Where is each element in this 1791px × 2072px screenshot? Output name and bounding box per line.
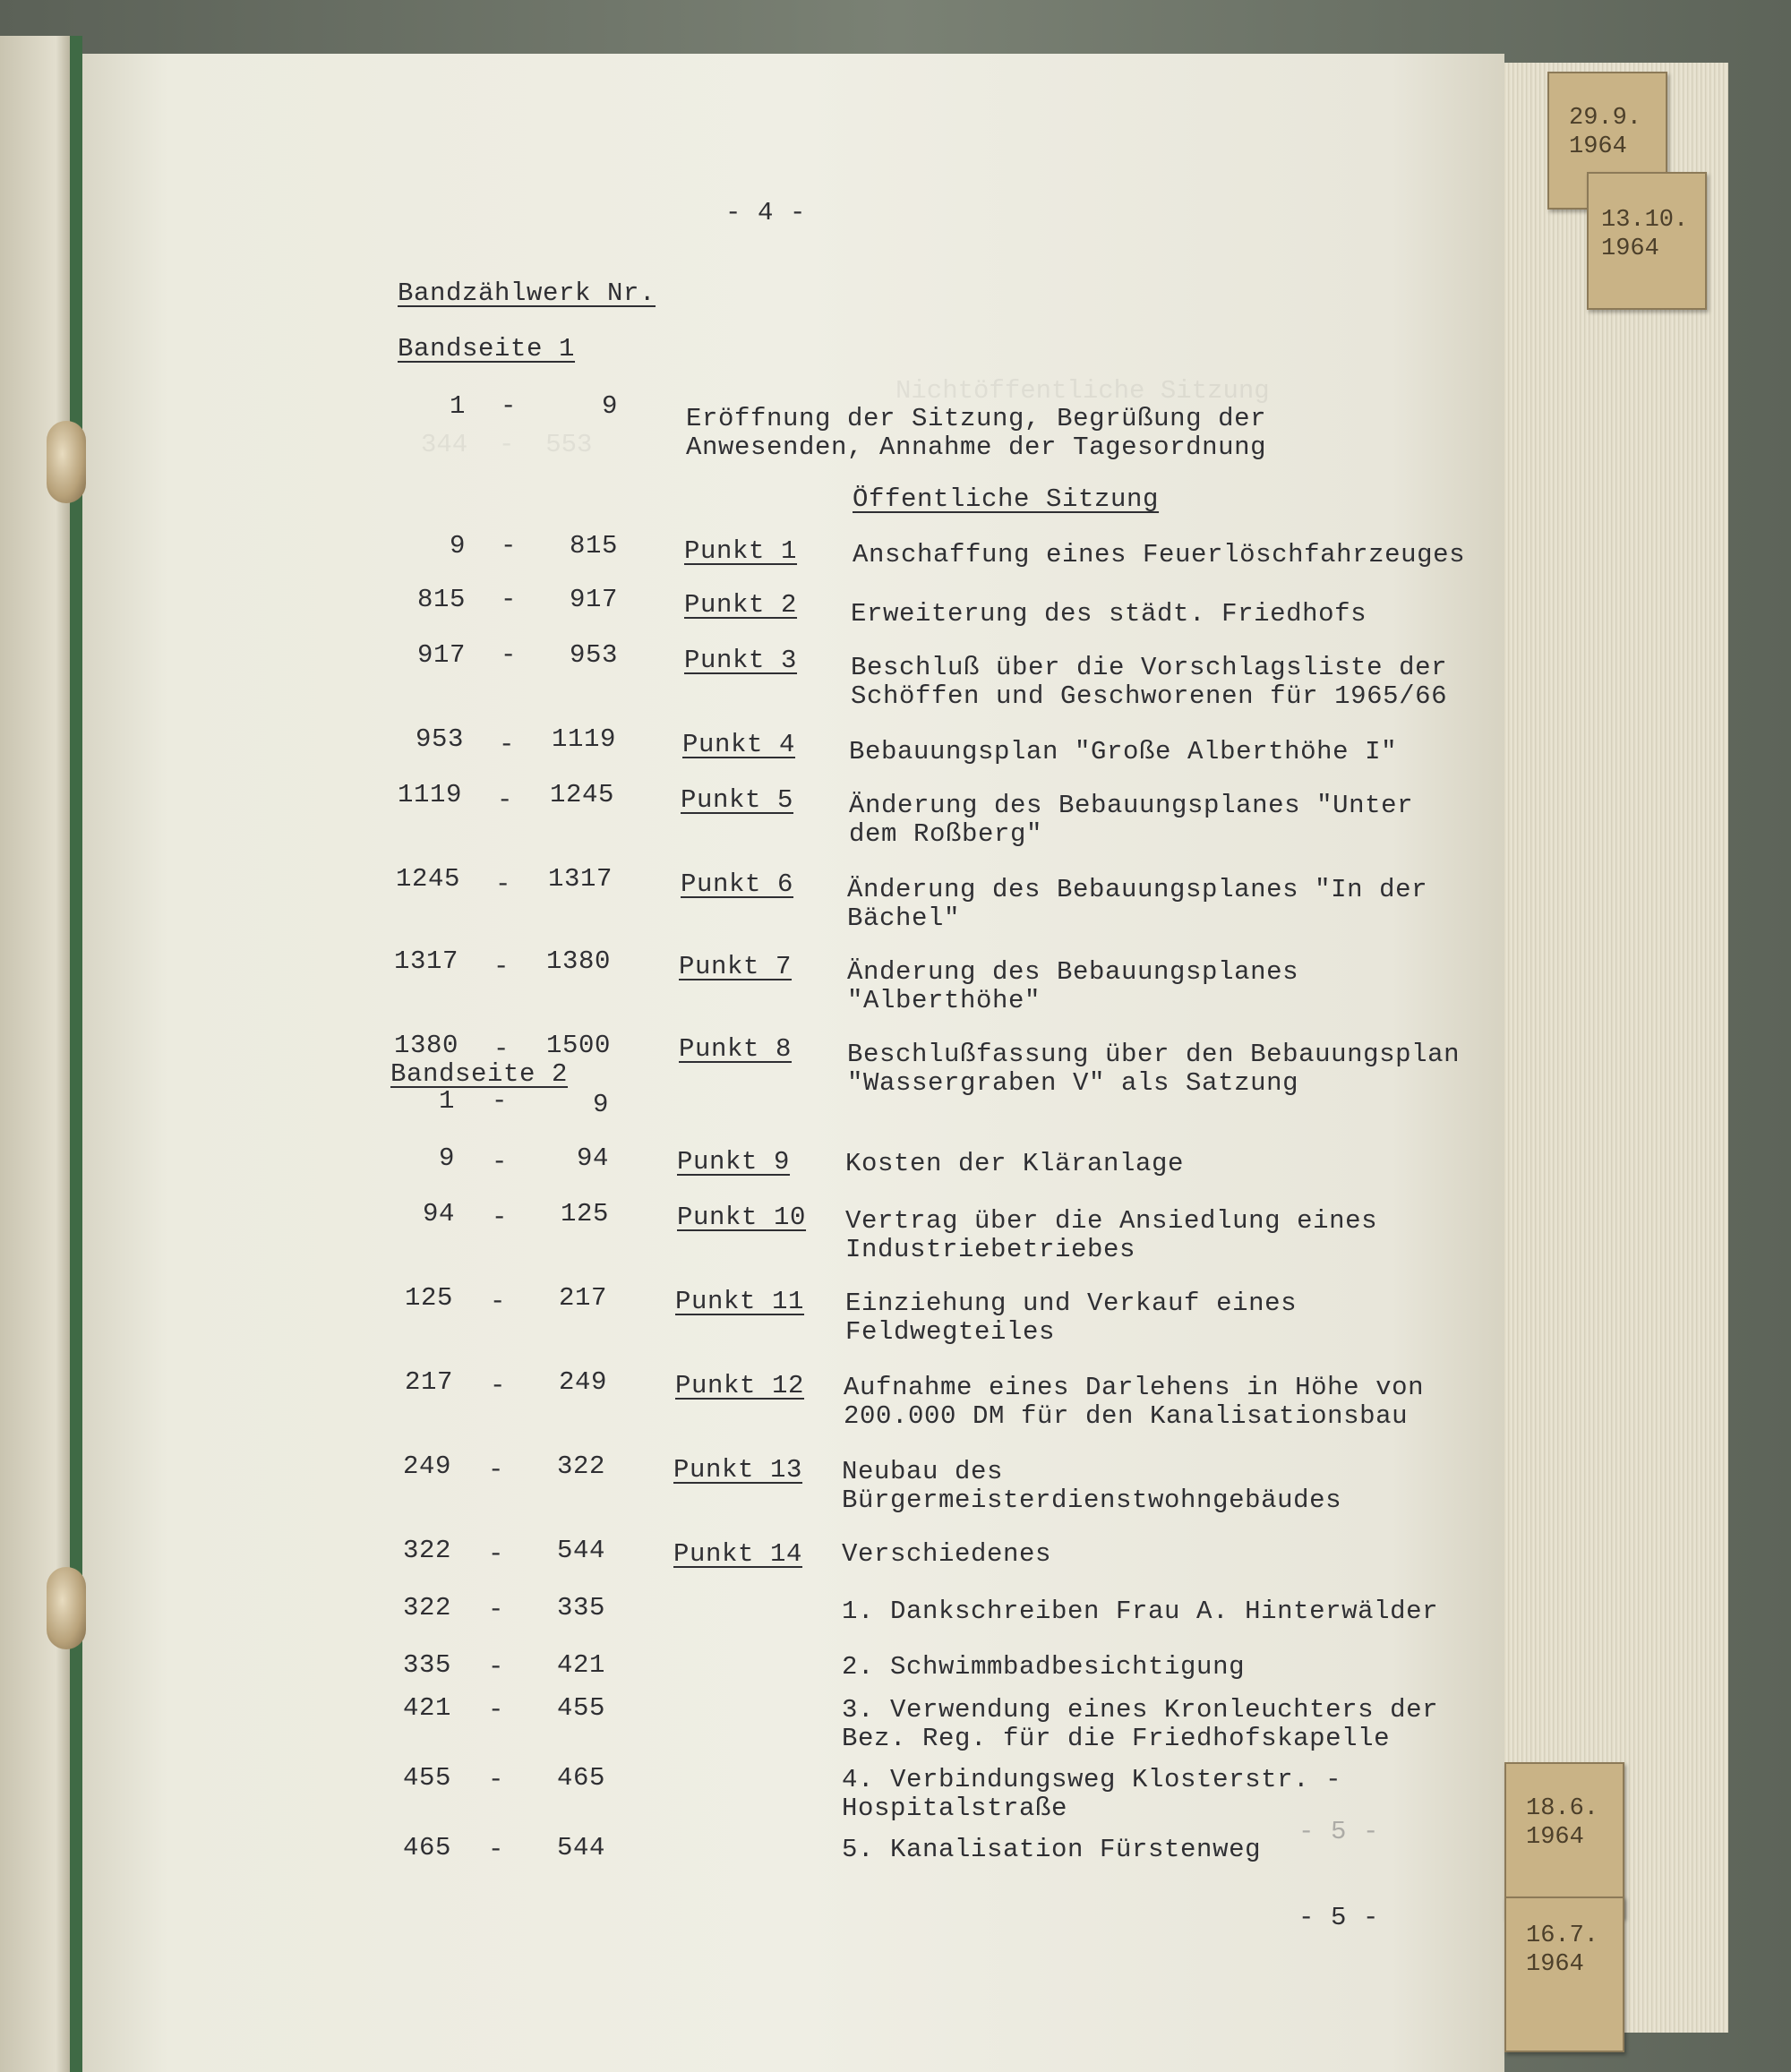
counter-dash: - xyxy=(496,785,513,815)
item-description: Erweiterung des städt. Friedhofs xyxy=(851,599,1367,629)
counter-dash: - xyxy=(498,730,515,759)
counter-to: 335 xyxy=(556,1593,605,1622)
counter-to: 94 xyxy=(576,1143,609,1173)
counter-to: 465 xyxy=(556,1763,605,1793)
counter-to: 1317 xyxy=(547,864,613,894)
item-description: Aufnahme eines Darlehens in Höhe von 200.000 DM für den Kanalisationsbau xyxy=(844,1373,1425,1431)
counter-from: 815 xyxy=(416,585,466,614)
item-description: Beschlußfassung über den Bebauungsplan "Wassergraben V" als Satzung xyxy=(847,1040,1461,1098)
agenda-item-label: Punkt 11 xyxy=(675,1287,805,1316)
counter-to: 1500 xyxy=(545,1031,611,1060)
page-number-bottom: - 5 - xyxy=(1298,1903,1380,1932)
counter-to: 544 xyxy=(556,1536,605,1565)
item-description: Bebauungsplan "Große Alberthöhe I" xyxy=(849,737,1398,766)
counter-to: 1119 xyxy=(551,724,616,754)
counter-dash: - xyxy=(487,1695,504,1725)
counter-dash: - xyxy=(491,1147,508,1177)
counter-to: 953 xyxy=(569,640,618,670)
item-description: Kosten der Kläranlage xyxy=(845,1149,1185,1178)
counter-dash: - xyxy=(500,640,517,670)
agenda-item-label: Punkt 4 xyxy=(682,730,796,759)
agenda-item-label: Punkt 5 xyxy=(681,785,794,815)
agenda-item-label: Punkt 14 xyxy=(673,1539,803,1569)
item-description: 4. Verbindungsweg Klosterstr. - Hospitalstraße xyxy=(842,1765,1342,1823)
counter-from: 322 xyxy=(402,1593,451,1622)
counter-to: 1380 xyxy=(545,946,611,976)
binder-ring-bottom xyxy=(47,1567,86,1649)
date-tab-4[interactable] xyxy=(1504,1896,1624,2052)
date-tab-2-label: 13.10. 1964 xyxy=(1601,207,1689,262)
counter-dash: - xyxy=(491,1203,508,1232)
counter-dash: - xyxy=(489,1287,506,1316)
binder-spine xyxy=(70,36,82,2072)
agenda-item-label: Punkt 13 xyxy=(673,1455,803,1485)
counter-to: 125 xyxy=(560,1199,609,1229)
counter-dash: - xyxy=(493,1034,510,1064)
counter-from: 94 xyxy=(422,1199,455,1229)
agenda-item-label: Punkt 12 xyxy=(675,1371,805,1400)
counter-dash: - xyxy=(487,1455,504,1485)
counter-from: 917 xyxy=(416,640,466,670)
counter-from: 9 xyxy=(449,531,466,561)
date-tab-3-label: 18.6. 1964 xyxy=(1526,1795,1599,1851)
counter-from: 249 xyxy=(402,1451,451,1481)
counter-from: 953 xyxy=(415,724,464,754)
counter-to: 9 xyxy=(601,391,618,421)
counter-dash: - xyxy=(487,1652,504,1682)
binder-ring-top xyxy=(47,421,86,503)
public-session-heading: Öffentliche Sitzung xyxy=(853,484,1160,514)
counter-dash: - xyxy=(487,1595,504,1624)
date-tab-1-label: 29.9. 1964 xyxy=(1569,105,1642,160)
date-tab-2[interactable] xyxy=(1587,172,1707,310)
item-description: 2. Schwimmbadbesichtigung xyxy=(842,1652,1246,1682)
counter-dash: - xyxy=(487,1835,504,1864)
counter-to: 249 xyxy=(558,1367,607,1397)
counter-from: 322 xyxy=(402,1536,451,1565)
counter-from: 335 xyxy=(402,1650,451,1680)
item-description: 5. Kanalisation Fürstenweg xyxy=(842,1835,1262,1864)
counter-from: 1245 xyxy=(395,864,460,894)
page-number-top: - 4 - xyxy=(725,198,807,227)
agenda-item-label: Punkt 7 xyxy=(679,952,793,981)
counter-dash: - xyxy=(489,1371,506,1400)
bleed-through-text: 344 - 553 xyxy=(421,430,593,459)
date-tab-3[interactable] xyxy=(1504,1762,1624,1918)
band-side-1-heading: Bandseite 1 xyxy=(398,334,576,364)
counter-to: 1245 xyxy=(549,780,614,809)
counter-from: 9 xyxy=(438,1143,455,1173)
counter-from: 421 xyxy=(402,1693,451,1723)
counter-from: 1 xyxy=(438,1086,455,1116)
counter-title: Bandzählwerk Nr. xyxy=(398,278,656,308)
item-description: Vertrag über die Ansiedlung eines Industriebetriebes xyxy=(845,1206,1378,1264)
counter-from: 1119 xyxy=(397,780,462,809)
band-side-2-heading: Bandseite 2 xyxy=(390,1059,569,1089)
agenda-item-label: Punkt 2 xyxy=(684,590,798,620)
agenda-item-label: Punkt 3 xyxy=(684,646,798,675)
counter-from: 1 xyxy=(449,391,466,421)
counter-from: 125 xyxy=(404,1283,453,1313)
agenda-item-label: Punkt 10 xyxy=(677,1203,807,1232)
counter-to: 421 xyxy=(556,1650,605,1680)
counter-to: 322 xyxy=(556,1451,605,1481)
item-description: Verschiedenes xyxy=(842,1539,1052,1569)
item-description: Anschaffung eines Feuerlöschfahrzeuges xyxy=(853,540,1466,569)
counter-dash: - xyxy=(494,869,511,899)
counter-from: 1317 xyxy=(393,946,458,976)
item-description: Änderung des Bebauungsplanes "Alberthöhe" xyxy=(847,957,1299,1015)
counter-to: 9 xyxy=(592,1090,609,1119)
agenda-item-label: Punkt 1 xyxy=(684,536,798,566)
left-page-edge xyxy=(0,36,73,2072)
counter-dash: - xyxy=(487,1765,504,1794)
counter-dash: - xyxy=(500,391,517,421)
date-tab-4-label: 16.7. 1964 xyxy=(1526,1922,1599,1978)
item-description: Beschluß über die Vorschlagsliste der Schöffen und Geschworenen für 1965/66 xyxy=(851,653,1448,711)
bleed-through-page-number: - 5 - xyxy=(1298,1817,1380,1846)
agenda-item-label: Punkt 9 xyxy=(677,1147,791,1177)
item-description: 3. Verwendung eines Kronleuchters der Bez. Reg. für die Friedhofskapelle xyxy=(842,1695,1439,1753)
page-stack-edge xyxy=(1469,63,1728,2033)
item-description: Eröffnung der Sitzung, Begrüßung der Anwesenden, Annahme der Tagesordnung xyxy=(686,404,1267,462)
counter-to: 455 xyxy=(556,1693,605,1723)
counter-to: 917 xyxy=(569,585,618,614)
item-description: Einziehung und Verkauf eines Feldwegteiles xyxy=(845,1289,1298,1347)
counter-from: 465 xyxy=(402,1833,451,1862)
item-description: Änderung des Bebauungsplanes "Unter dem Roßberg" xyxy=(849,791,1414,849)
item-description: Neubau des Bürgermeisterdienstwohngebäudes xyxy=(842,1457,1342,1515)
item-description: 1. Dankschreiben Frau A. Hinterwälder xyxy=(842,1597,1439,1626)
counter-dash: - xyxy=(487,1539,504,1569)
bleed-through-text: Nichtöffentliche Sitzung xyxy=(896,376,1270,406)
counter-to: 217 xyxy=(558,1283,607,1313)
counter-dash: - xyxy=(493,952,510,981)
counter-from: 217 xyxy=(404,1367,453,1397)
counter-dash: - xyxy=(491,1086,508,1116)
agenda-item-label: Punkt 8 xyxy=(679,1034,793,1064)
agenda-item-label: Punkt 6 xyxy=(681,869,794,899)
counter-dash: - xyxy=(500,531,517,561)
counter-to: 815 xyxy=(569,531,618,561)
counter-from: 455 xyxy=(402,1763,451,1793)
counter-to: 544 xyxy=(556,1833,605,1862)
item-description: Änderung des Bebauungsplanes "In der Bächel" xyxy=(847,875,1428,933)
counter-from: 1380 xyxy=(393,1031,458,1060)
counter-dash: - xyxy=(500,585,517,614)
